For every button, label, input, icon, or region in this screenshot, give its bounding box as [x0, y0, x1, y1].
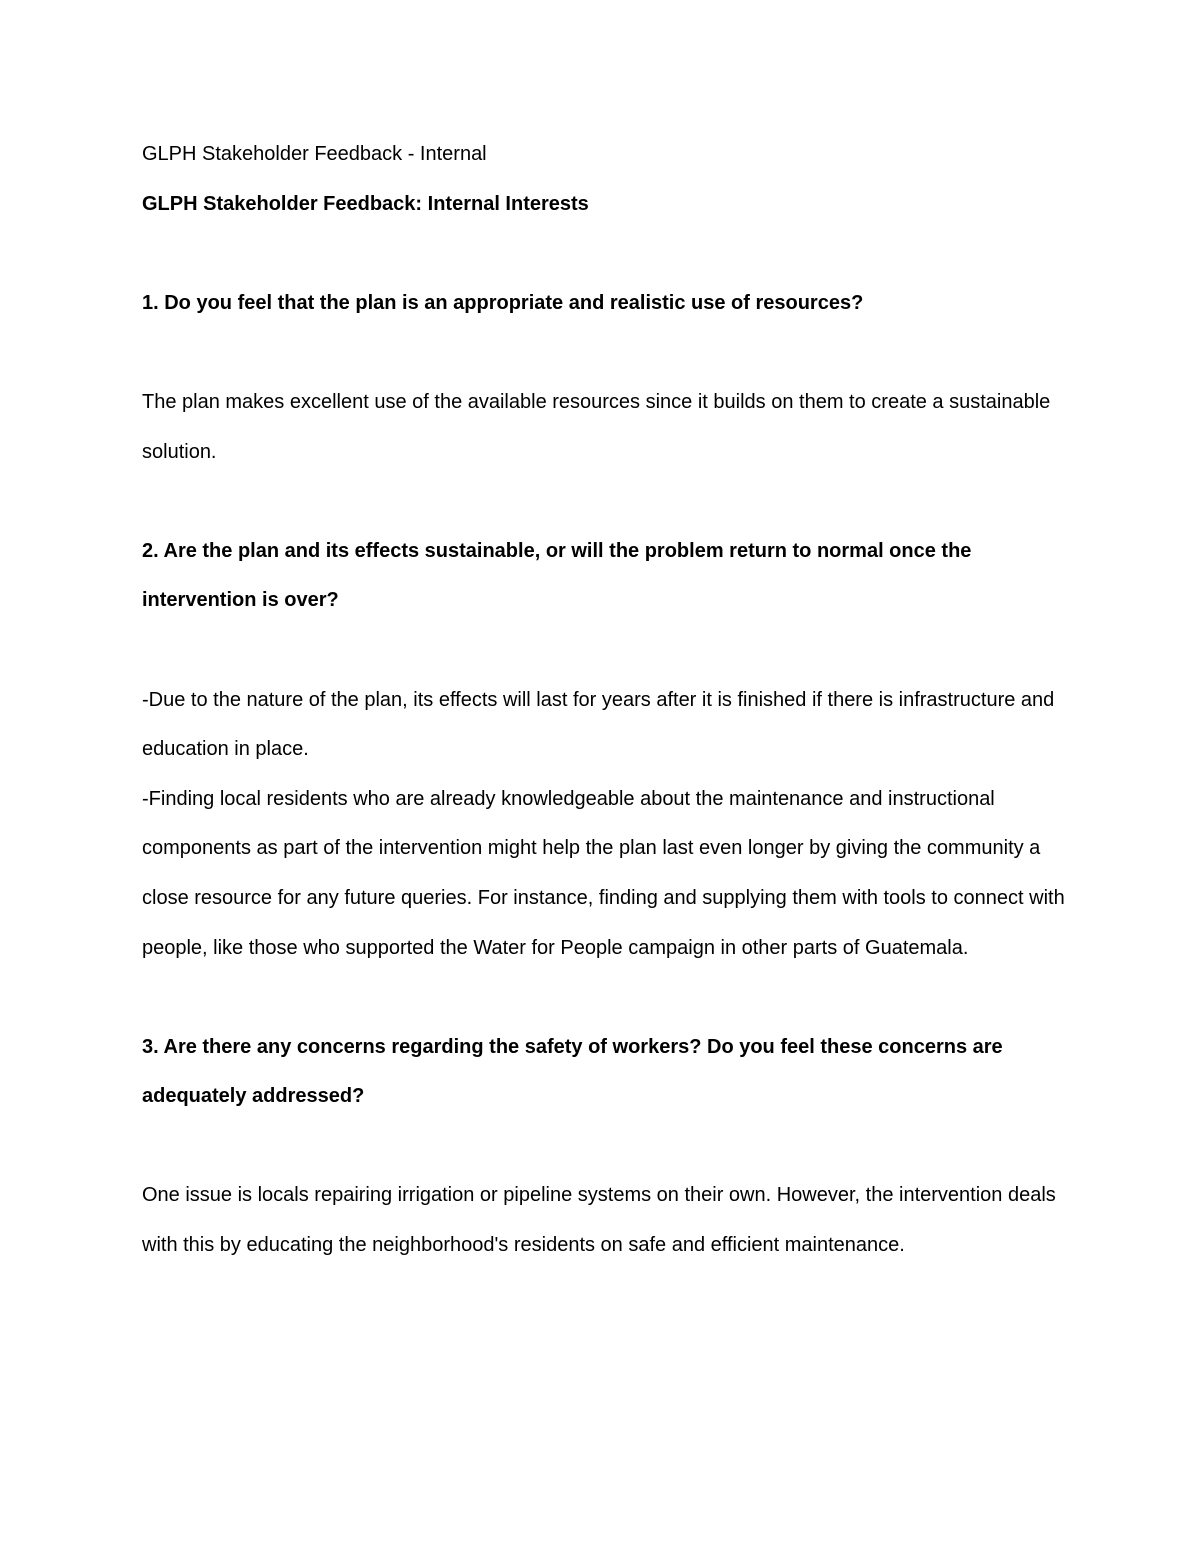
document-header-label: GLPH Stakeholder Feedback - Internal: [142, 143, 487, 165]
answer-3: One issue is locals repairing irrigation or pipeline systems on their own. However, the intervention deals with this by educating the neighborhood's residents on safe and efficient maintenance.: [142, 1184, 1056, 1257]
answer-1: The plan makes excellent use of the available resources since it builds on them to create a sustainable solution.: [142, 390, 1051, 463]
spacer: [142, 1122, 1072, 1172]
spacer: [142, 973, 1072, 1023]
spacer: [142, 626, 1072, 676]
spacer: [142, 477, 1072, 527]
answer-2-point-2: -Finding local residents who are already knowledgeable about the maintenance and instructional components as part of the intervention might help the plan last even longer by giving the community a close resource for any future queries. For instance, finding and supplying them with tools to connect with people, like those who supported the Water for People campaign in other parts of Guatemala.: [142, 787, 1065, 959]
document-body: [142, 130, 1072, 1271]
question-3: 3. Are there any concerns regarding the safety of workers? Do you feel these concerns are adequately addressed?: [142, 1035, 1003, 1108]
spacer: [142, 229, 1072, 279]
question-2: 2. Are the plan and its effects sustainable, or will the problem return to normal once the intervention is over?: [142, 539, 972, 612]
spacer: [142, 328, 1072, 378]
document-title: GLPH Stakeholder Feedback: Internal Interests: [142, 192, 589, 215]
question-1: 1. Do you feel that the plan is an appropriate and realistic use of resources?: [142, 291, 864, 314]
answer-2-point-1: -Due to the nature of the plan, its effects will last for years after it is finished if there is infrastructure and education in place.: [142, 688, 1055, 761]
